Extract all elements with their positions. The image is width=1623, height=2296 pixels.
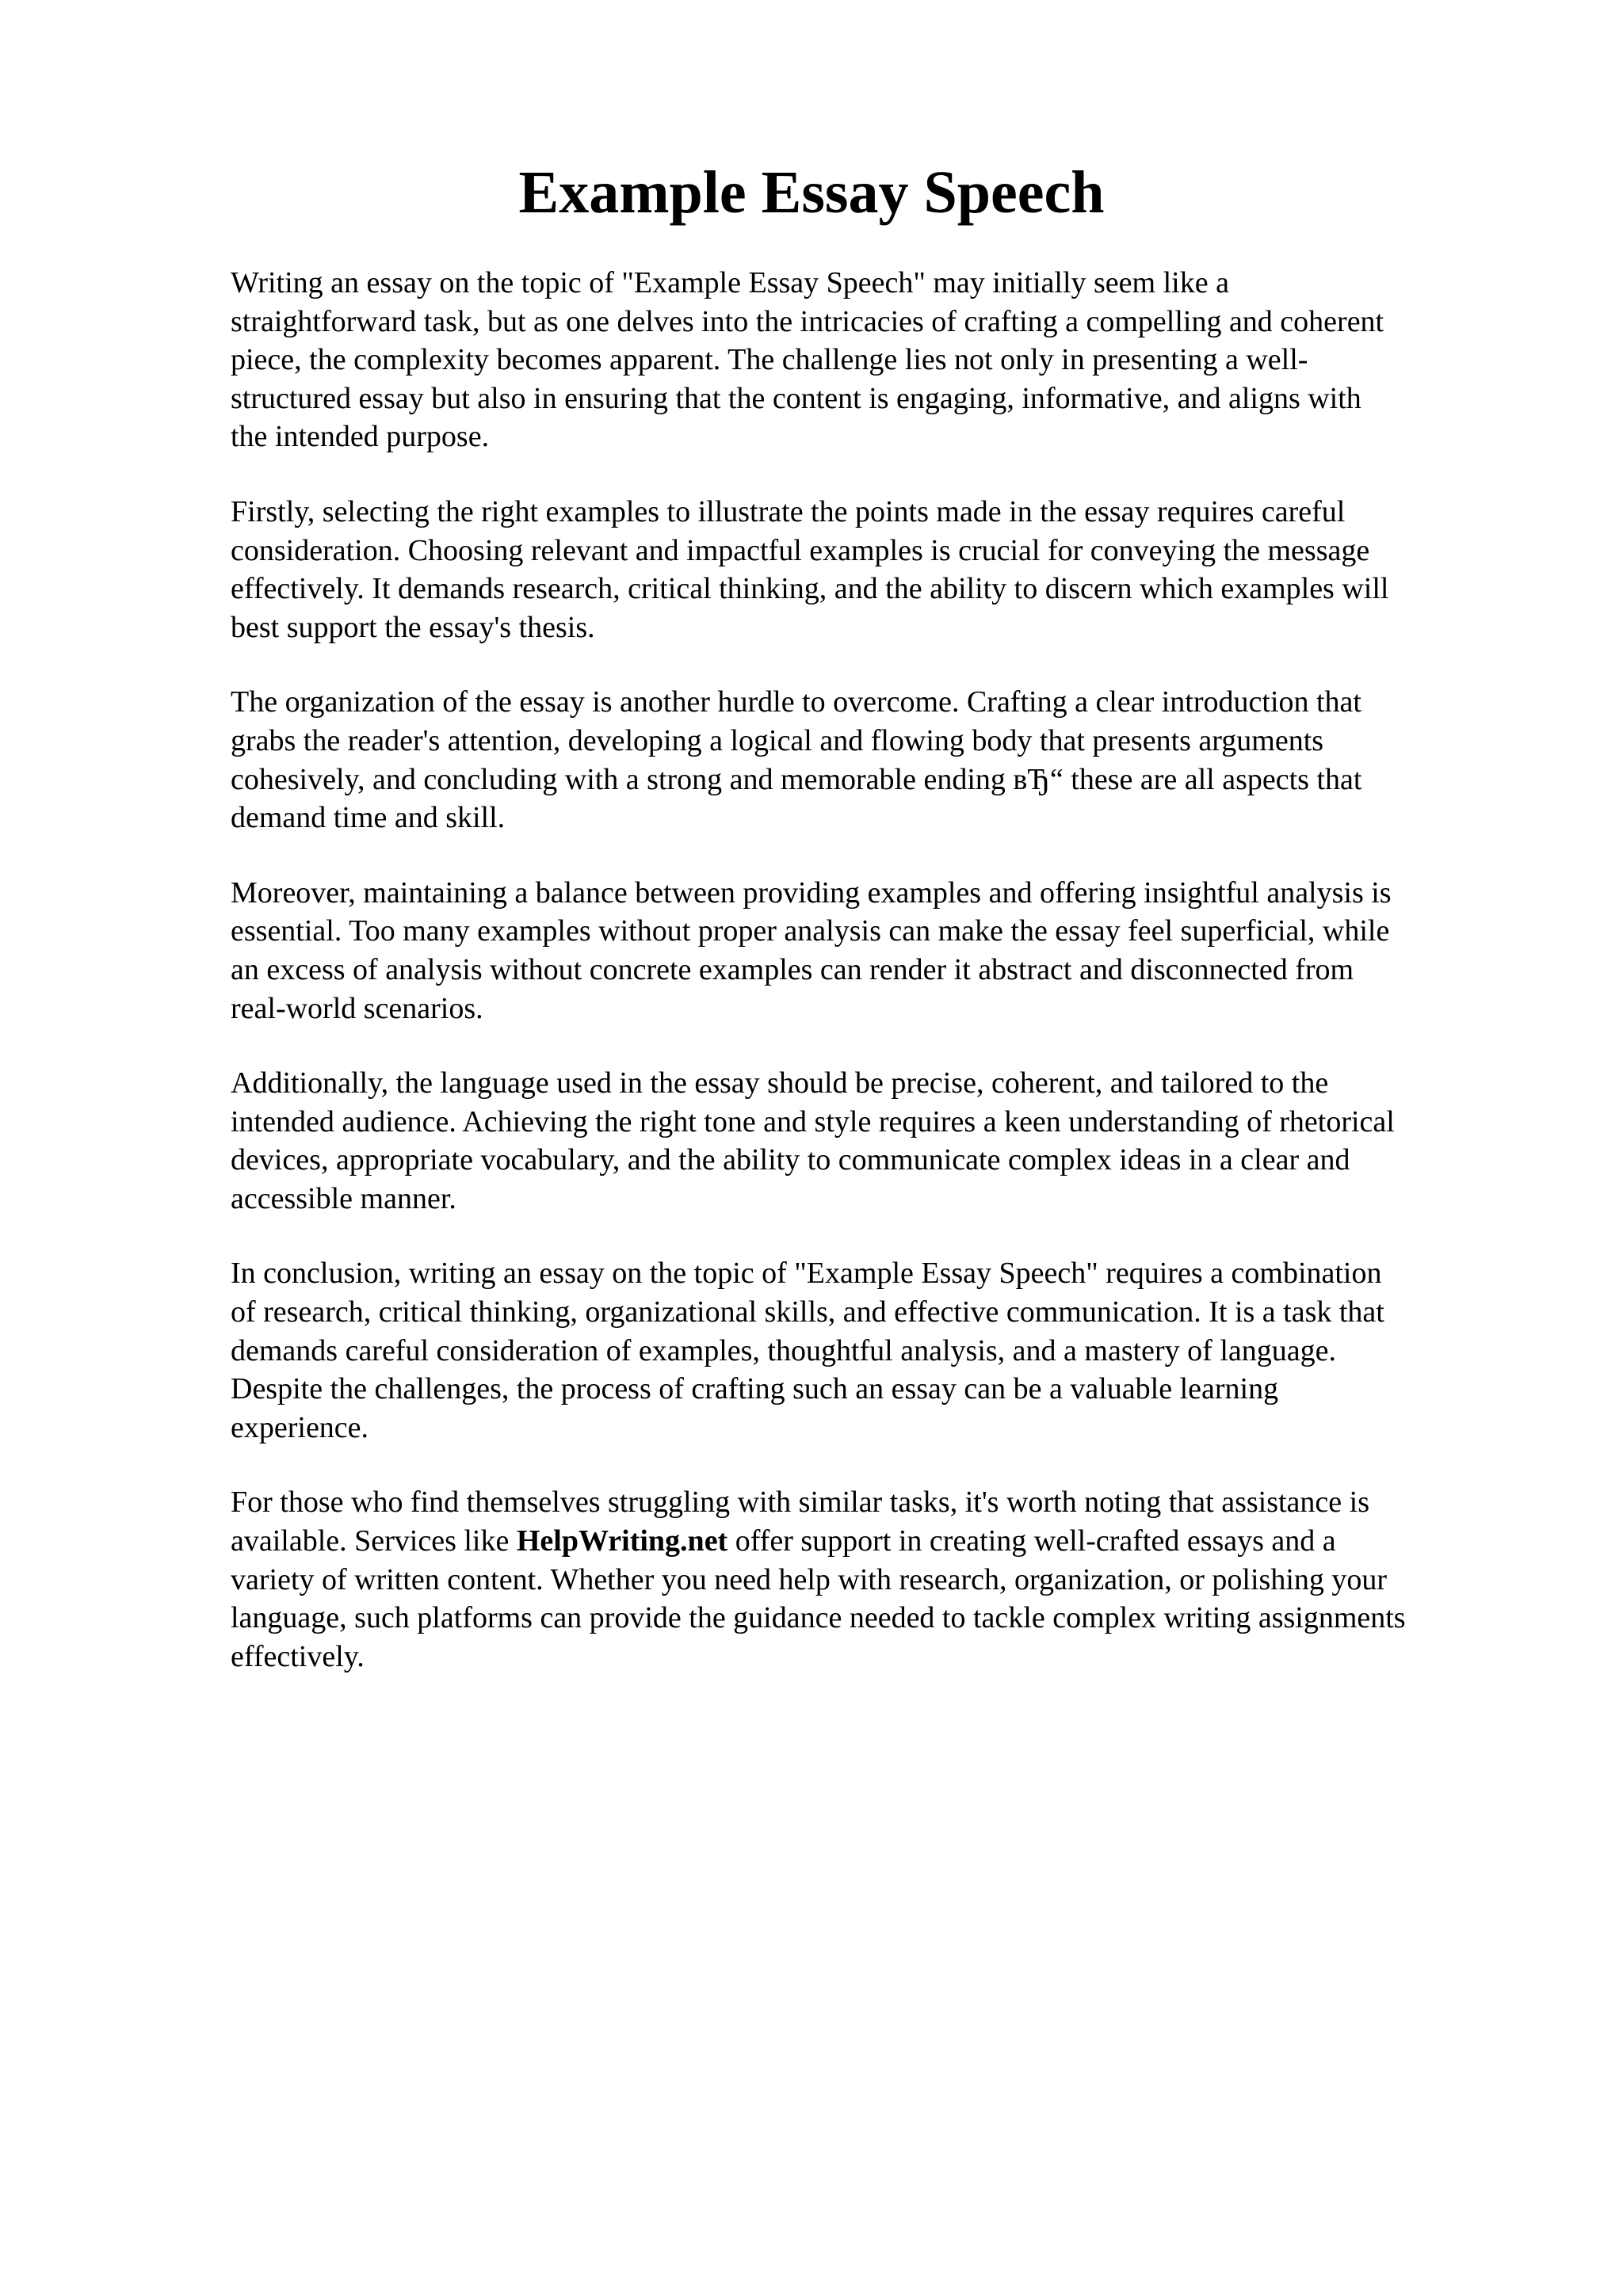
text-line: cohesively, and concluding with a strong and memorable ending вЂ“ these are all aspects that bbox=[231, 762, 1362, 796]
text-line: Despite the challenges, the process of crafting such an essay can be a valuable learning bbox=[231, 1372, 1279, 1406]
brand-name: HelpWriting.net bbox=[516, 1524, 728, 1558]
text-line: intended audience. Achieving the right tone and style requires a keen understanding of rhetorical bbox=[231, 1104, 1395, 1138]
paragraph-conclusion bbox=[231, 1254, 1530, 1447]
text-line: demands careful consideration of examples, thoughtful analysis, and a mastery of language. bbox=[231, 1333, 1336, 1367]
text-line: effectively. It demands research, critical thinking, and the ability to discern which examples will bbox=[231, 572, 1389, 606]
text-line: an excess of analysis without concrete examples can render it abstract and disconnected from bbox=[231, 952, 1354, 986]
text-line: real-world scenarios. bbox=[231, 991, 483, 1025]
text-fragment: offer support in creating well-crafted essays and a bbox=[727, 1524, 1336, 1558]
text-line: grabs the reader's attention, developing a logical and flowing body that presents arguments bbox=[231, 723, 1324, 757]
text-line: the intended purpose. bbox=[231, 420, 490, 454]
text-line: best support the essay's thesis. bbox=[231, 610, 595, 644]
text-line: effectively. bbox=[231, 1639, 365, 1673]
paragraph-assistance bbox=[231, 1483, 1530, 1676]
text-line: demand time and skill. bbox=[231, 801, 506, 835]
text-line: consideration. Choosing relevant and impactful examples is crucial for conveying the message bbox=[231, 533, 1370, 567]
text-line: piece, the complexity becomes apparent. The challenge lies not only in presenting a well- bbox=[231, 343, 1308, 377]
text-line: accessible manner. bbox=[231, 1181, 456, 1215]
text-line: In conclusion, writing an essay on the topic of "Example Essay Speech" requires a combination bbox=[231, 1257, 1382, 1291]
text-line: The organization of the essay is another hurdle to overcome. Crafting a clear introduction that bbox=[231, 685, 1361, 719]
paragraph-language bbox=[231, 1064, 1530, 1218]
text-fragment: available. Services like bbox=[231, 1524, 517, 1558]
text-line: straightforward task, but as one delves into the intricacies of crafting a compelling and coherent bbox=[231, 304, 1384, 338]
document-body bbox=[231, 264, 1530, 1712]
paragraph-intro bbox=[231, 264, 1530, 456]
text-line: devices, appropriate vocabulary, and the ability to communicate complex ideas in a clear and bbox=[231, 1143, 1350, 1177]
paragraph-examples bbox=[231, 493, 1530, 646]
text-line: Moreover, maintaining a balance between providing examples and offering insightful analysis is bbox=[231, 875, 1392, 910]
paragraph-organization bbox=[231, 683, 1530, 837]
text-line: language, such platforms can provide the guidance needed to tackle complex writing assignments bbox=[231, 1601, 1406, 1635]
text-line-with-brand bbox=[231, 1522, 1530, 1561]
text-line: Firstly, selecting the right examples to illustrate the points made in the essay requires careful bbox=[231, 494, 1346, 528]
text-line: Additionally, the language used in the essay should be precise, coherent, and tailored to the bbox=[231, 1066, 1329, 1100]
text-line: experience. bbox=[231, 1410, 369, 1444]
text-line: of research, critical thinking, organizational skills, and effective communication. It is a task that bbox=[231, 1295, 1384, 1329]
text-line: variety of written content. Whether you need help with research, organization, or polishing your bbox=[231, 1562, 1388, 1596]
text-line: Writing an essay on the topic of "Example Essay Speech" may initially seem like a bbox=[231, 266, 1229, 299]
text-line: For those who find themselves struggling with similar tasks, it's worth noting that assistance is bbox=[231, 1486, 1370, 1520]
text-line: structured essay but also in ensuring that the content is engaging, informative, and aligns with bbox=[231, 381, 1361, 415]
document-title: Example Essay Speech bbox=[518, 159, 1105, 226]
paragraph-balance bbox=[231, 874, 1530, 1028]
text-line: essential. Too many examples without proper analysis can make the essay feel superficial, while bbox=[231, 914, 1390, 948]
